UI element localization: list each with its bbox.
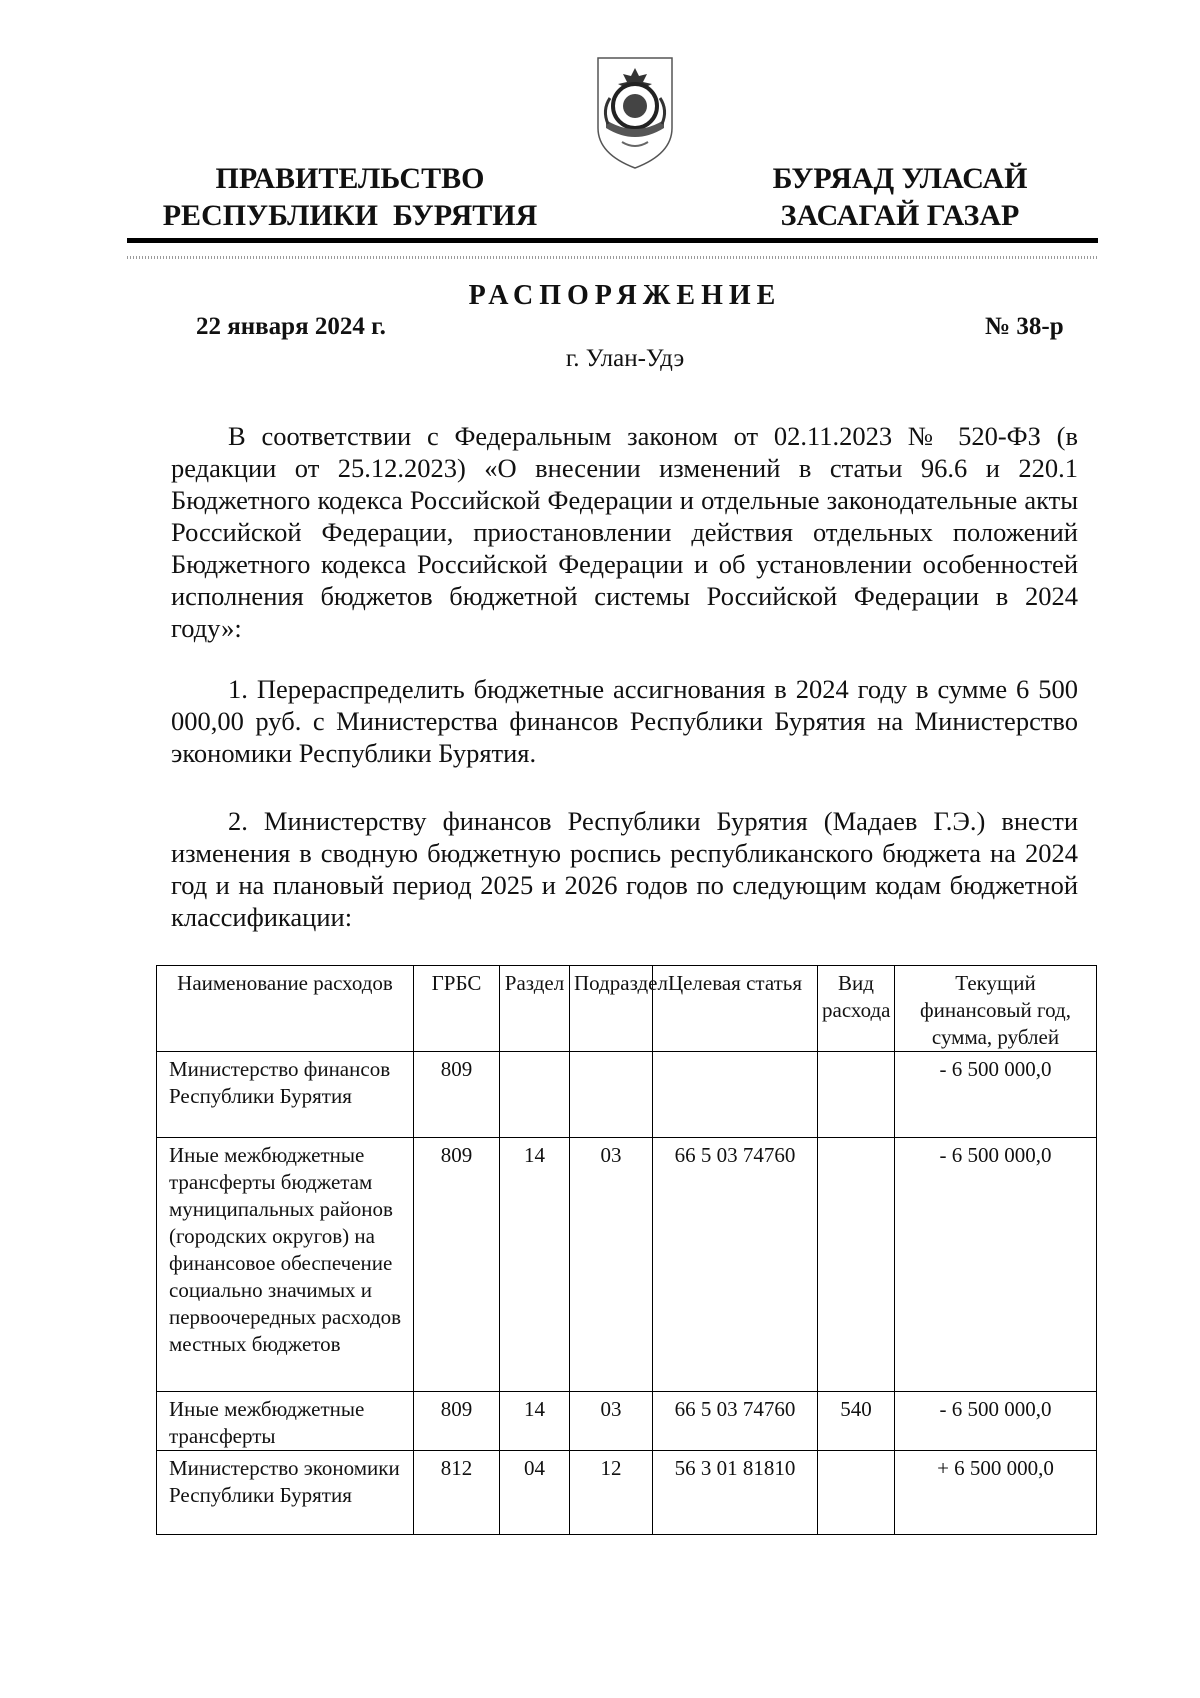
header-vid: Вид расхода [818, 966, 895, 1052]
table-row [157, 1392, 1097, 1451]
government-header-bua [750, 160, 1050, 234]
row-sum: - 6 500 000,0 [895, 1138, 1097, 1392]
row-razdel [500, 1052, 570, 1138]
row-vid [818, 1451, 895, 1535]
row-sum: - 6 500 000,0 [895, 1392, 1097, 1451]
item-1-paragraph [171, 673, 1078, 769]
header-right-line2: ЗАСАГАЙ ГАЗАР [780, 199, 1020, 232]
document-city: г. Улан-Удэ [565, 345, 685, 372]
item-2-text: 2. Министерству финансов Республики Бурятия (Мадаев Г.Э.) внести изменения в сводную бюджетную роспись республиканского бюджета на 2024 год и на плановый период 2025 и 2026 годов по следующим кодам бюджетной классификации: [171, 806, 1078, 932]
preamble-paragraph [171, 420, 1078, 644]
header-grbs: ГРБС [414, 966, 500, 1052]
table-row [157, 1451, 1097, 1535]
row-grbs: 812 [414, 1451, 500, 1535]
preamble-text: В соответствии с Федеральным законом от 02.11.2023 № 520-ФЗ (в редакции от 25.12.2023) «О внесении изменений в статьи 96.6 и 220.1 Бюджетного кодекса Российской Федерации и отдельные законодательные акты Российской Федерации, приостановлении действия отдельных положений Бюджетного кодекса Российской Федерации и об установлении особенностей исполнения бюджетов бюджетной системы Российской Федерации в 2024 году»: [171, 421, 1078, 643]
row-sum: + 6 500 000,0 [895, 1451, 1097, 1535]
row-vid [818, 1052, 895, 1138]
header-name: Наименование расходов [157, 966, 414, 1052]
row-podrazdel [570, 1052, 653, 1138]
header-left-line2: РЕСПУБЛИКИ БУРЯТИЯ [162, 199, 538, 232]
header-left-line1: ПРАВИТЕЛЬСТВО [215, 162, 485, 195]
header-podrazdel: Подраздел [570, 966, 653, 1052]
document-number: № 38-р [985, 313, 1064, 340]
row-razdel: 14 [500, 1392, 570, 1451]
header-target: Целевая статья [653, 966, 818, 1052]
row-vid: 540 [818, 1392, 895, 1451]
row-razdel: 14 [500, 1138, 570, 1392]
header-sum: Текущий финансовый год, сумма, рублей [895, 966, 1097, 1052]
coat-of-arms-emblem [592, 54, 678, 172]
header-divider [127, 238, 1098, 243]
table-row [157, 1052, 1097, 1138]
table-row [157, 1138, 1097, 1392]
item-1-text: 1. Перераспределить бюджетные ассигнования в 2024 году в сумме 6 500 000,00 руб. с Министерства финансов Республики Бурятия на Министерство экономики Республики Бурятия. [171, 674, 1078, 768]
document-date: 22 января 2024 г. [196, 313, 386, 340]
item-2-paragraph [171, 805, 1078, 933]
row-podrazdel: 03 [570, 1138, 653, 1392]
budget-table [156, 965, 1097, 1535]
row-target: 66 5 03 74760 [653, 1138, 818, 1392]
row-name: Иные межбюджетные трансферты [157, 1392, 414, 1451]
document-title: РАСПОРЯЖЕНИЕ [468, 280, 782, 311]
header-dotted-divider [127, 256, 1098, 259]
row-target: 56 3 01 81810 [653, 1451, 818, 1535]
government-header-ru [160, 160, 540, 234]
row-name: Министерство финансов Республики Бурятия [157, 1052, 414, 1138]
row-grbs: 809 [414, 1392, 500, 1451]
row-grbs: 809 [414, 1138, 500, 1392]
row-sum: - 6 500 000,0 [895, 1052, 1097, 1138]
row-target [653, 1052, 818, 1138]
row-podrazdel: 12 [570, 1451, 653, 1535]
row-name: Иные межбюджетные трансферты бюджетам муниципальных районов (городских округов) на финансовое обеспечение социально значимых и первоочередных расходов местных бюджетов [157, 1138, 414, 1392]
row-target: 66 5 03 74760 [653, 1392, 818, 1451]
row-razdel: 04 [500, 1451, 570, 1535]
header-razdel: Раздел [500, 966, 570, 1052]
row-name: Министерство экономики Республики Бурятия [157, 1451, 414, 1535]
table-header-row [157, 966, 1097, 1052]
row-podrazdel: 03 [570, 1392, 653, 1451]
row-vid [818, 1138, 895, 1392]
header-right-line1: БУРЯАД УЛАСАЙ [772, 162, 1028, 195]
row-grbs: 809 [414, 1052, 500, 1138]
